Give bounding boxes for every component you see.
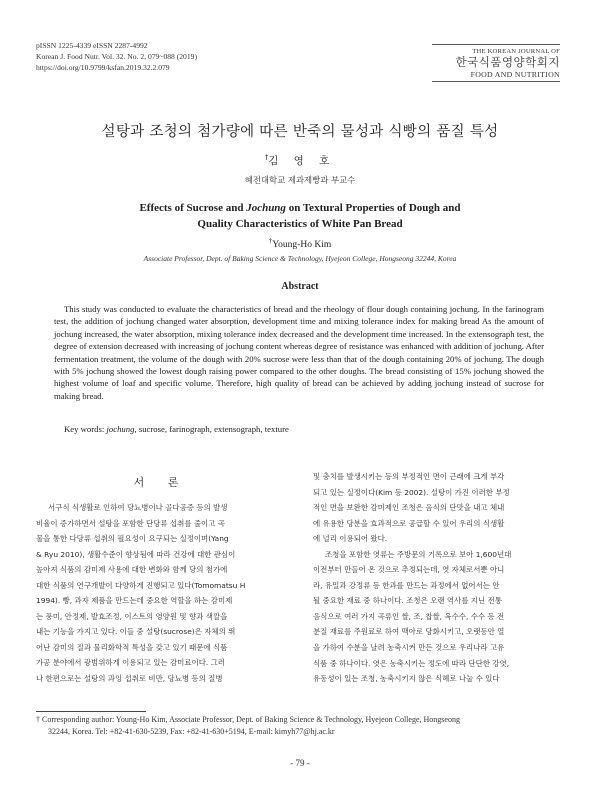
author-korean <box>0 153 600 168</box>
text-line: 가공 분야에서 광범위하게 이용되고 있는 감미료이다. 그러 <box>36 658 225 668</box>
footnote <box>36 714 566 738</box>
title-english-part1: Effects of Sucrose and <box>139 202 244 214</box>
author-korean-name: 김 영 호 <box>268 155 336 167</box>
affiliation-english: Associate Professor, Dept. of Baking Science & Technology, Hyejeon College, Hongseong 32244, Korea <box>143 254 457 263</box>
title-korean: 설탕과 조청의 첨가량에 따른 반죽의 물성과 식빵의 품질 특성 <box>101 124 499 140</box>
text-line: 물을 통한 다당류 섭취의 필요성이 요구되는 실정이며(Yang <box>36 534 229 544</box>
text-line: 에 유용한 당분을 효과적으로 공급할 수 있어 우리의 식생활 <box>313 518 505 528</box>
page-number: - 79 - <box>290 758 310 768</box>
footnote-divider <box>36 711 146 712</box>
author-english-name: Young-Ho Kim <box>272 240 332 251</box>
intro-left-column <box>36 500 286 687</box>
corresponding-mark: † <box>264 153 269 162</box>
text-line: 서구식 식생활로 인하여 당뇨병이나 골다공증 등의 발생 <box>48 503 228 512</box>
text-line: & Ryu 2010), 생활수준이 향상됨에 따라 건강에 대한 관심이 <box>36 549 236 559</box>
text-line: 에 널리 이용되어 왔다. <box>313 534 388 544</box>
text-line: 1994). 빵, 과자 제품을 만드는데 중요한 역할을 하는 감미제 <box>36 596 233 606</box>
title-english <box>0 200 600 232</box>
section-heading-introduction: 서 론 <box>133 476 189 489</box>
text-line: 유동성이 있는 조청, 농축시키지 않은 식혜로 나눌 수 있다 <box>313 674 500 684</box>
footnote-mark: † <box>36 715 40 724</box>
corresponding-mark-en: † <box>268 237 273 245</box>
text-line: 라, 유밀과 강정류 등 한과를 만드는 과정에서 없어서는 안 <box>313 580 500 590</box>
text-line: 되고 있는 실정이다(Kim 등 2002). 설탕이 가진 이러한 부정 <box>313 487 510 497</box>
text-line: 비율이 증가하면서 설탕을 포함한 단당류 섭취를 줄이고 곡 <box>36 518 225 528</box>
text-line: 을 가하여 수분을 날려 농축시켜 만든 것으로 우리나라 고유 <box>313 643 505 653</box>
journal-name-ko: 한국식품영양학회지 <box>455 55 560 69</box>
text-line: 는 풍미, 안정제, 발효조정, 이스트의 영양원 및 향과 색깔을 <box>36 611 228 621</box>
doi-link[interactable]: https://doi.org/10.9799/ksfan.2019.32.2.079 <box>36 63 170 72</box>
text-line: 어난 감미의 질과 물리화학적 특성을 갖고 있기 때문에 식품 <box>36 642 228 652</box>
text-line: 높아져 식품의 감미제 사용에 대한 변화와 함께 당의 첨가에 <box>36 565 228 575</box>
affiliation-korean: 혜전대학교 제과제빵과 부교수 <box>244 175 356 185</box>
text-line: 대한 식품의 연구개발이 다양하게 진행되고 있다(Tomomatsu H <box>36 580 246 590</box>
issn-line: pISSN 1225-4339 eISSN 2287-4992 <box>36 41 148 50</box>
title-english-italic: Jochung <box>246 202 286 214</box>
journal-name-en-top: THE KOREAN JOURNAL OF <box>432 44 560 55</box>
abstract-heading: Abstract <box>281 281 319 292</box>
footnote-line2: 32244, Korea. Tel: +82-41-630-5239, Fax: +82-41-630+5194, E-mail: kimyh77@hj.ac.kr <box>48 727 335 736</box>
citation-block <box>36 40 197 73</box>
text-line: 나 한편으로는 설탕의 과잉 섭취로 비만, 당뇨병 등의 질병 <box>36 674 223 684</box>
text-line: 식품 중 하나이다. 엿은 농축시키는 정도에 따라 단단한 강엿, <box>313 658 510 668</box>
keywords <box>64 424 544 434</box>
journal-citation: Korean J. Food Nutr. Vol. 32. No. 2, 079~088 (2019) <box>36 52 197 61</box>
title-english-part2: on Textural Properties of Dough and <box>288 202 461 214</box>
text-line: 적인 면을 보완한 감미제인 조청은 음식의 단맛을 내고 체내 <box>313 503 505 513</box>
keywords-list: , sucrose, farinograph, extensograph, texture <box>134 424 289 434</box>
keyword-jochung: jochung <box>106 424 135 434</box>
text-line: 음식으로 여러 가지 곡류인 쌀, 조, 찹쌀, 옥수수, 수수 등 전 <box>313 611 505 621</box>
journal-name-en-bottom: FOOD AND NUTRITION <box>432 70 560 82</box>
text-line: 분질 재료를 주원료로 하여 맥아로 당화시키고, 오랫동안 열 <box>313 627 505 637</box>
text-line: 조청을 포함한 엿류는 주방문의 기록으로 보아 1,600년대 <box>325 549 512 559</box>
intro-right-column <box>313 469 565 687</box>
title-english-line2: Quality Characteristics of White Pan Bread <box>197 218 403 230</box>
author-english <box>0 237 600 250</box>
abstract-body: This study was conducted to evaluate the characteristics of bread and the rheology of flour dough containing jochung. In the farinogram test, the addition of jochung changed water absorption, development time and mixing tolerance index for making bread As the amount of jochung increased, the water absorption, mixing tolerance index decreased and the development time increased. In the extensograph test, the degree of extension decreased with increasing of jochung content whereas degree of resistance was enhanced with addition of jochung. After fermentation treatment, the volume of the dough with 20% sucrose were less than that of the dough containing 20% of jochung. The dough with 5% jochung showed the lowest dough raising power compared to the other doughs. The bread consisting of 15% jochung showed the highest volume of loaf and specific volume. Therefore, high quality of bread can be achieved by adding jochung instead of sucrose for making bread. <box>54 304 544 401</box>
journal-logo <box>432 44 560 82</box>
text-line: 이전부터 만들어 온 것으로 추정되는데, 엿 자체로서뿐 아니 <box>313 565 505 575</box>
keywords-label: Key words: <box>64 424 105 434</box>
footnote-line1: Corresponding author: Young-Ho Kim, Associate Professor, Dept. of Baking Science & Technology, Hyejeon College, Hongseong <box>42 715 460 724</box>
text-line: 및 충치를 발생시키는 등의 부정적인 면이 근래에 크게 부각 <box>313 472 505 481</box>
text-line: 내는 기능을 가지고 있다. 이들 중 설탕(sucrose)은 자체의 뛰 <box>36 627 236 637</box>
text-line: 될 중요한 재료 중 하나이다. 조청은 오랜 역사를 지닌 전통 <box>313 596 502 606</box>
